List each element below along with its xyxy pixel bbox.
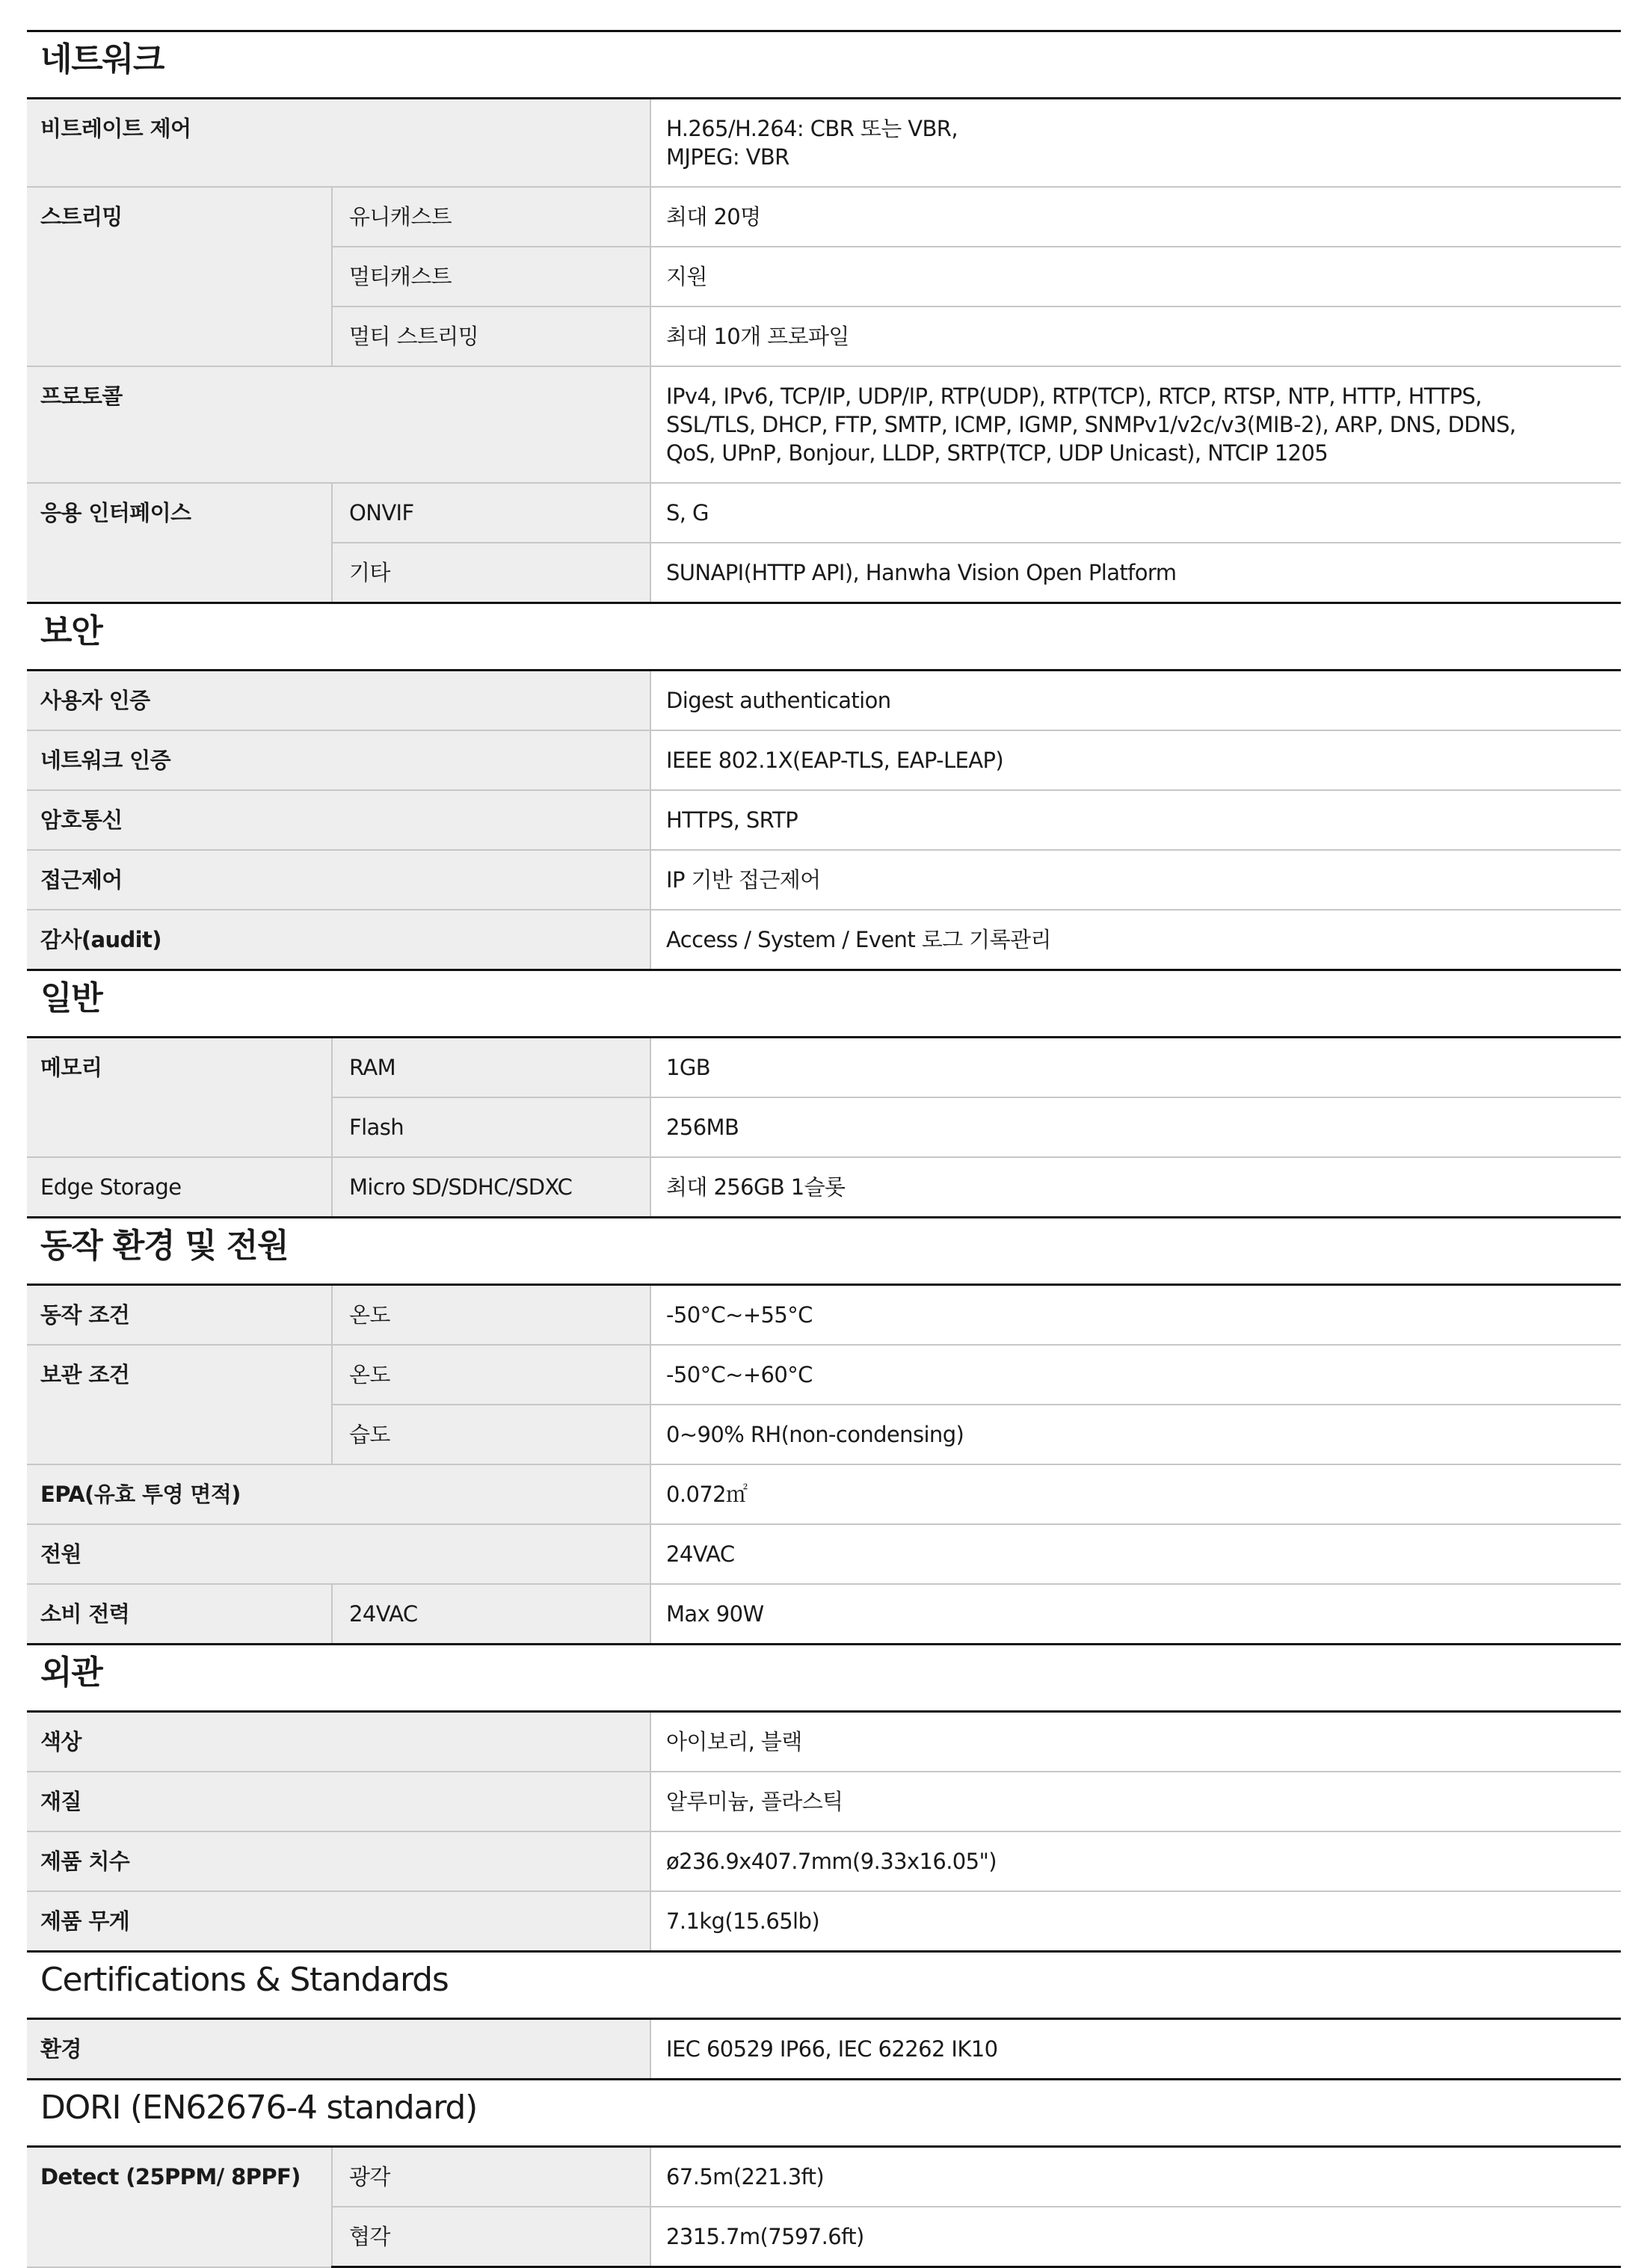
section-general [27,970,1621,1038]
spec-label: 동작 조건 [27,1285,332,1346]
section-appearance [27,1645,1621,1712]
spec-row-access-control [27,850,1621,910]
spec-value: 1GB [650,1038,1621,1098]
spec-value: 아이보리, 블랙 [650,1712,1621,1772]
spec-label: 스트리밍 [27,187,332,366]
spec-value: SUNAPI(HTTP API), Hanwha Vision Open Platform [650,543,1621,603]
spec-sheet [27,30,1621,2268]
spec-label: 전원 [27,1524,650,1584]
spec-sub-label: ONVIF [332,483,650,543]
spec-row-color [27,1712,1621,1772]
spec-sub-label: 유니캐스트 [332,187,650,247]
section-dori [27,2080,1621,2147]
spec-row-protocol [27,366,1621,483]
section-certifications [27,1952,1621,2019]
spec-value: HTTPS, SRTP [650,790,1621,850]
spec-row-material [27,1772,1621,1831]
spec-sub-label: Micro SD/SDHC/SDXC [332,1157,650,1218]
spec-row-detect-wide [27,2147,1621,2207]
spec-label: 재질 [27,1772,650,1831]
spec-label: 제품 치수 [27,1831,650,1891]
spec-row-encryption [27,790,1621,850]
spec-value: 최대 256GB 1슬롯 [650,1157,1621,1218]
spec-row-epa [27,1464,1621,1524]
spec-row-unicast [27,187,1621,247]
spec-label: 보관 조건 [27,1345,332,1464]
spec-value: -50°C~+55°C [650,1285,1621,1346]
spec-row-environment-cert [27,2019,1621,2080]
spec-value: H.265/H.264: CBR 또는 VBR, MJPEG: VBR [650,99,1621,188]
spec-sub-label: 온도 [332,1285,650,1346]
spec-row-operating-temp [27,1285,1621,1346]
spec-row-storage-temp [27,1345,1621,1405]
section-title: 동작 환경 및 전원 [27,1218,1621,1285]
section-environment [27,1218,1621,1285]
spec-label: 소비 전력 [27,1584,332,1645]
spec-label: Edge Storage [27,1157,332,1218]
spec-sub-label: 온도 [332,1345,650,1405]
spec-value: 256MB [650,1097,1621,1157]
spec-row-dimension [27,1831,1621,1891]
spec-value: -50°C~+60°C [650,1345,1621,1405]
spec-value: 알루미늄, 플라스틱 [650,1772,1621,1831]
spec-row-onvif [27,483,1621,543]
spec-value: 24VAC [650,1524,1621,1584]
spec-label: 사용자 인증 [27,671,650,731]
spec-value: 0~90% RH(non-condensing) [650,1405,1621,1464]
section-network [27,31,1621,99]
spec-sub-label: 24VAC [332,1584,650,1645]
spec-sub-label: 습도 [332,1405,650,1464]
spec-value: 0.072㎡ [650,1464,1621,1524]
spec-value: Digest authentication [650,671,1621,731]
section-title: 보안 [27,603,1621,671]
spec-label: 색상 [27,1712,650,1772]
spec-value: 2315.7m(7597.6ft) [650,2207,1621,2267]
spec-row-consumption [27,1584,1621,1645]
section-title: DORI (EN62676-4 standard) [27,2080,1621,2147]
spec-value: 최대 20명 [650,187,1621,247]
spec-row-network-auth [27,730,1621,790]
spec-value: 지원 [650,247,1621,306]
spec-row-bitrate [27,99,1621,188]
spec-row-audit [27,910,1621,970]
spec-value: IEC 60529 IP66, IEC 62262 IK10 [650,2019,1621,2080]
spec-row-edge-storage [27,1157,1621,1218]
spec-sub-label: 멀티 스트리밍 [332,306,650,366]
spec-row-weight [27,1891,1621,1952]
spec-value: IP 기반 접근제어 [650,850,1621,910]
spec-value: S, G [650,483,1621,543]
spec-label: 환경 [27,2019,650,2080]
spec-value: 67.5m(221.3ft) [650,2147,1621,2207]
spec-label: Detect (25PPM/ 8PPF) [27,2147,332,2267]
spec-value: IPv4, IPv6, TCP/IP, UDP/IP, RTP(UDP), RTP(TCP), RTCP, RTSP, NTP, HTTP, HTTPS, SSL/TLS, DHCP, FTP, SMTP, ICMP, IGMP, SNMPv1/v2c/v3(MIB-2), ARP, DNS, DDNS, QoS, UPnP, Bonjour, LLDP, SRTP(TCP, UDP Unicast), NTCIP 1205 [650,366,1621,483]
spec-row-user-auth [27,671,1621,731]
spec-label: 프로토콜 [27,366,650,483]
spec-sub-label: 광각 [332,2147,650,2207]
spec-label: 암호통신 [27,790,650,850]
spec-sub-label: 기타 [332,543,650,603]
spec-label: 비트레이트 제어 [27,99,650,188]
section-title: 외관 [27,1645,1621,1712]
section-title: 네트워크 [27,31,1621,99]
spec-value: 최대 10개 프로파일 [650,306,1621,366]
spec-value: ø236.9x407.7mm(9.33x16.05") [650,1831,1621,1891]
spec-sub-label: 멀티캐스트 [332,247,650,306]
section-title: Certifications & Standards [27,1952,1621,2019]
spec-sub-label: 협각 [332,2207,650,2267]
specifications-table [27,30,1621,2268]
section-security [27,603,1621,671]
spec-sub-label: RAM [332,1038,650,1098]
spec-value: IEEE 802.1X(EAP-TLS, EAP-LEAP) [650,730,1621,790]
spec-label: 메모리 [27,1038,332,1158]
spec-label: 네트워크 인증 [27,730,650,790]
section-title: 일반 [27,970,1621,1038]
spec-label: 감사(audit) [27,910,650,970]
spec-value: 7.1kg(15.65lb) [650,1891,1621,1952]
spec-value: Access / System / Event 로그 기록관리 [650,910,1621,970]
spec-row-ram [27,1038,1621,1098]
spec-value: Max 90W [650,1584,1621,1645]
spec-row-power [27,1524,1621,1584]
spec-label: 접근제어 [27,850,650,910]
spec-sub-label: Flash [332,1097,650,1157]
spec-label: 제품 무게 [27,1891,650,1952]
spec-label: 응용 인터페이스 [27,483,332,603]
spec-label: EPA(유효 투영 면적) [27,1464,650,1524]
